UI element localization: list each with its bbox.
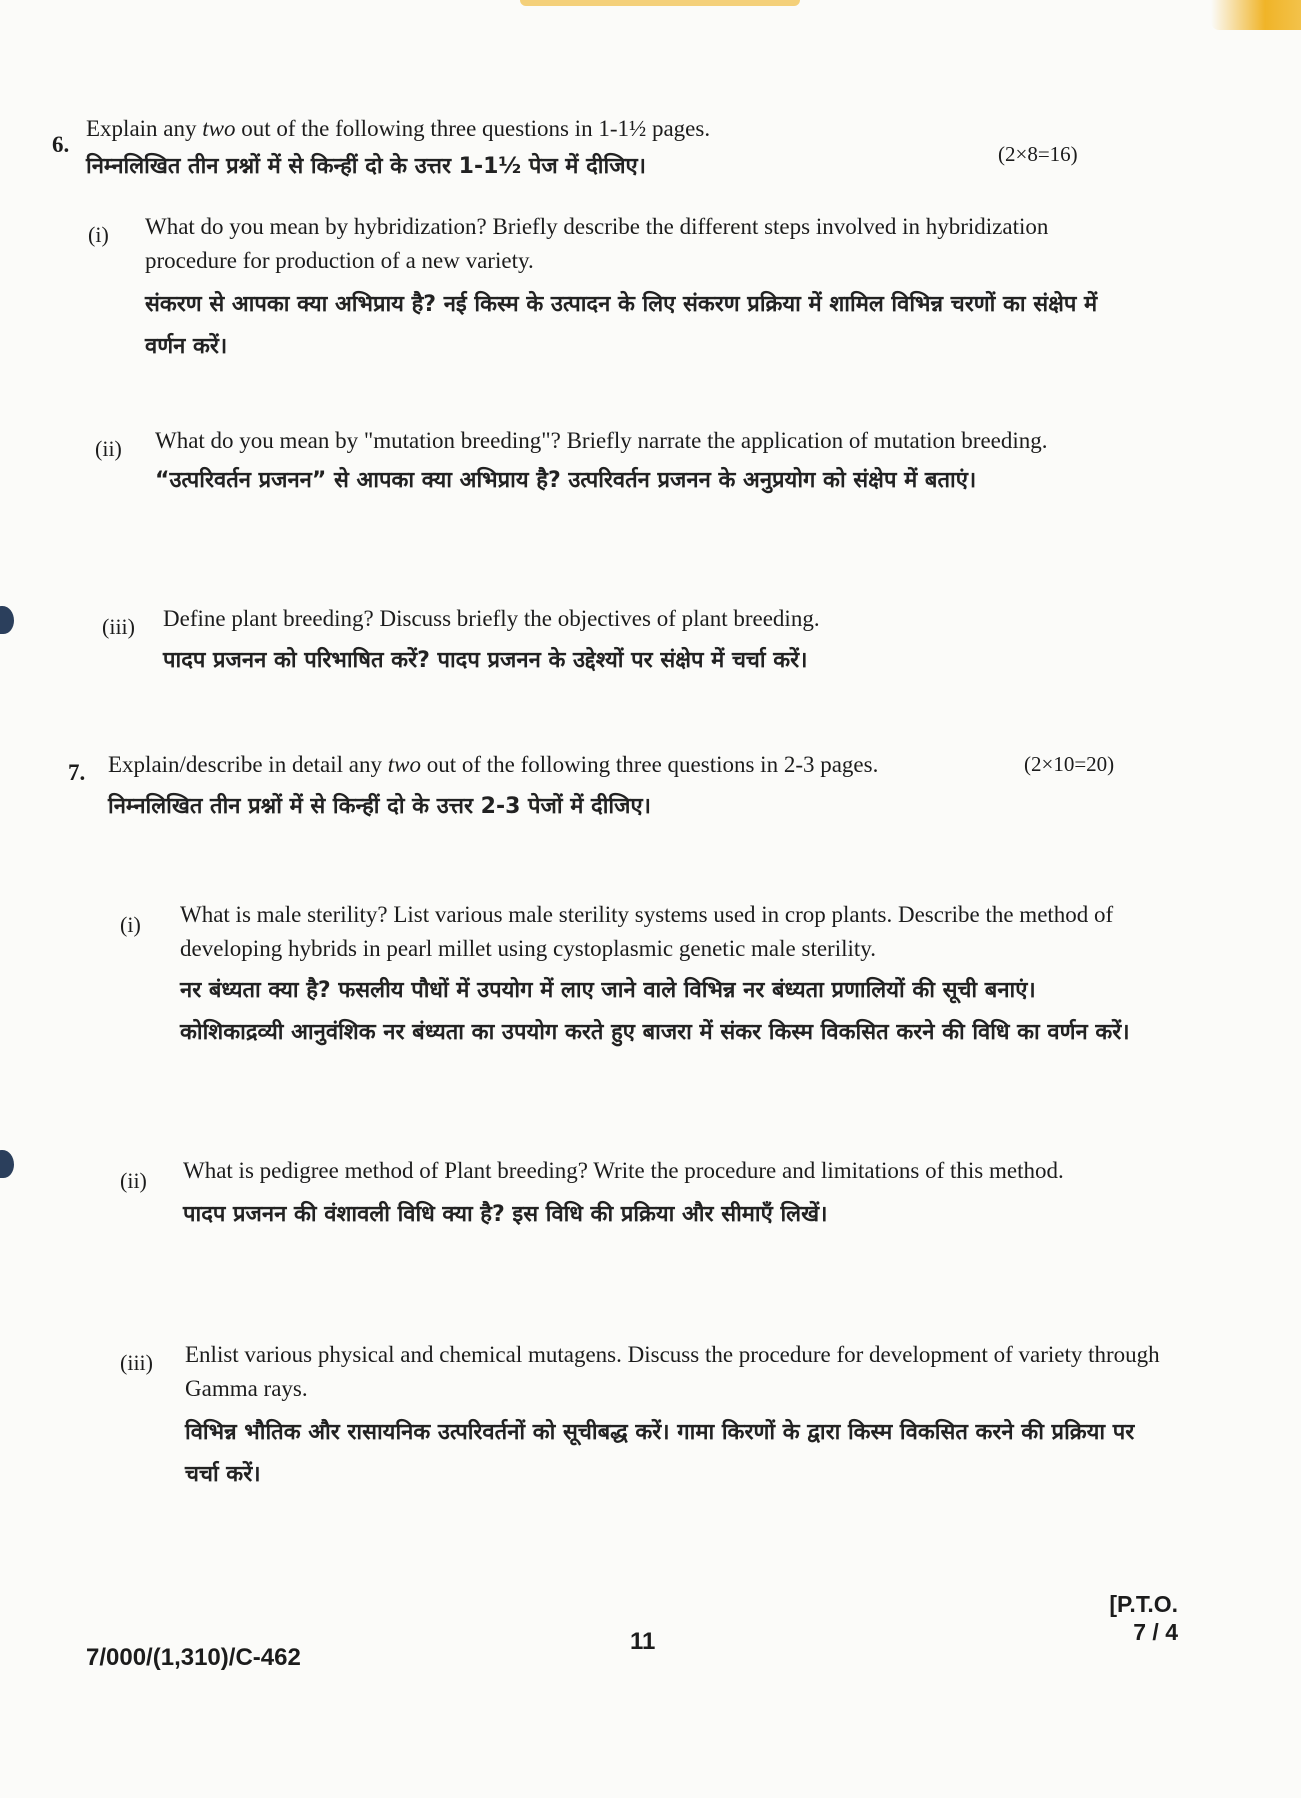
- part-number: (i): [120, 912, 141, 937]
- part-english: What do you mean by hybridization? Briefly describe the different steps involved in hybridization procedure for production of a new variety.: [145, 214, 1049, 273]
- part-hindi: नर बंध्यता क्या है? फसलीय पौधों में उपयोग में लाए जाने वाले विभिन्न नर बंध्यता प्रणालियों की सूची बनाएं। कोशिकाद्रव्यी आनुवंशिक नर बंध्यता का उपयोग करते हुए बाजरा में संकर किस्म विकसित करने की विधि का वर्णन करें।: [180, 978, 1130, 1045]
- paper-code: 7/000/(1,310)/C-462: [86, 1644, 301, 1671]
- question-number: 6.: [52, 132, 70, 157]
- part-english: Enlist various physical and chemical mutagens. Discuss the procedure for development of variety through Gamma rays.: [185, 1342, 1160, 1401]
- part-hindi: संकरण से आपका क्या अभिप्राय है? नई किस्म के उत्पादन के लिए संकरण प्रक्रिया में शामिल विभिन्न चरणों का संक्षेप में वर्णन करें।: [145, 292, 1098, 359]
- set-number: 7 / 4: [1133, 1619, 1178, 1645]
- binding-mark: [0, 1150, 14, 1178]
- part-english: Define plant breeding? Discuss briefly the objectives of plant breeding.: [163, 606, 820, 631]
- pto-block: [1098, 1590, 1178, 1646]
- part-hindi: “उत्परिवर्तन प्रजनन” से आपका क्या अभिप्राय है? उत्परिवर्तन प्रजनन के अनुप्रयोग को संक्षेप में बताएं।: [155, 468, 977, 493]
- part-number: (ii): [120, 1168, 147, 1193]
- binding-mark: [0, 606, 14, 634]
- part-number: (iii): [120, 1350, 153, 1375]
- part-hindi: विभिन्न भौतिक और रासायनिक उत्परिवर्तनों को सूचीबद्ध करें। गामा किरणों के द्वारा किस्म विकसित करने की प्रक्रिया पर चर्चा करें।: [185, 1420, 1135, 1487]
- instruction-hindi: निम्नलिखित तीन प्रश्नों में से किन्हीं दो के उत्तर 1-1½ पेज में दीजिए।: [86, 154, 647, 179]
- marks-allotment: (2×10=20): [1024, 752, 1115, 776]
- instruction-english: Explain any two out of the following three questions in 1-1½ pages.: [86, 116, 711, 141]
- part-hindi: पादप प्रजनन की वंशावली विधि क्या है? इस विधि की प्रक्रिया और सीमाएँ लिखें।: [183, 1202, 828, 1227]
- question-number: 7.: [68, 760, 86, 785]
- question-instruction: [86, 112, 966, 188]
- part-number: (i): [88, 222, 109, 247]
- page-number: 11: [630, 1628, 656, 1655]
- paper-edge-strip: [1211, 0, 1301, 30]
- instruction-english: Explain/describe in detail any two out of the following three questions in 2-3 pages.: [108, 752, 879, 777]
- part-english: What is pedigree method of Plant breeding? Write the procedure and limitations of this method.: [183, 1158, 1064, 1183]
- pto-label: [P.T.O.: [1109, 1591, 1178, 1617]
- part-number: (ii): [95, 436, 122, 461]
- part-english: What is male sterility? List various male sterility systems used in crop plants. Describe the method of developing hybrids in pearl millet using cystoplasmic genetic male sterility.: [180, 902, 1114, 961]
- question-instruction: [108, 748, 1028, 828]
- part-number: (iii): [102, 614, 135, 639]
- instruction-hindi: निम्नलिखित तीन प्रश्नों में से किन्हीं दो के उत्तर 2-3 पेजों में दीजिए।: [108, 794, 651, 819]
- marks-allotment: (2×8=16): [998, 142, 1078, 166]
- part-hindi: पादप प्रजनन को परिभाषित करें? पादप प्रजनन के उद्देश्यों पर संक्षेप में चर्चा करें।: [163, 648, 808, 673]
- paper-top-tint: [520, 0, 800, 6]
- part-english: What do you mean by "mutation breeding"? Briefly narrate the application of mutation breeding.: [155, 428, 1048, 453]
